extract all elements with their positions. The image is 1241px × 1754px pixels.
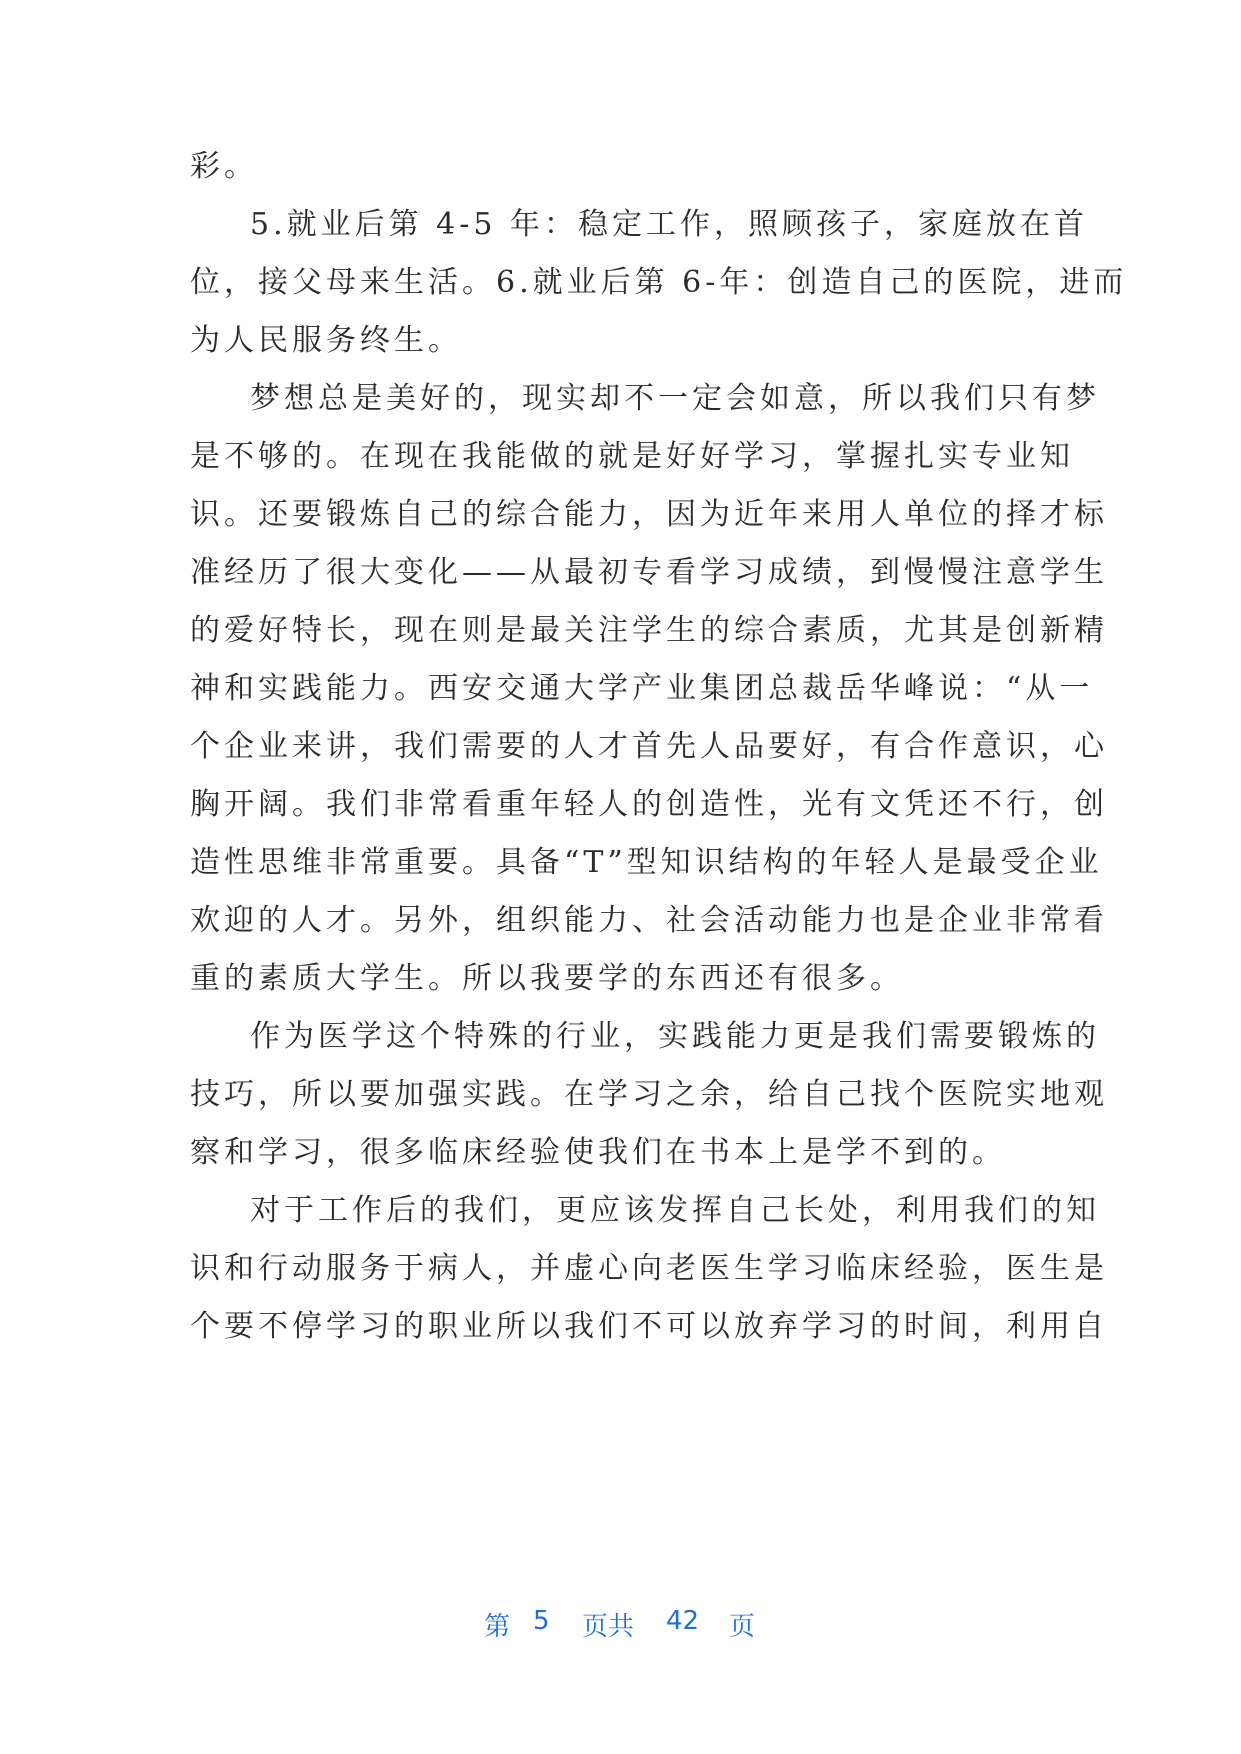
text-line: 位，接父母来生活。6.就业后第 6-年：创造自己的医院，进而 [190,265,1128,300]
page-footer [0,1606,1241,1646]
text-line: 个企业来讲，我们需要的人才首先人品要好，有合作意识，心 [190,729,1108,764]
text-line: 欢迎的人才。另外，组织能力、社会活动能力也是企业非常看 [190,903,1108,938]
text-line: 梦想总是美好的，现实却不一定会如意，所以我们只有梦 [250,381,1100,416]
footer-total-pages: 42 [666,1606,700,1636]
text-line: 技巧，所以要加强实践。在学习之余，给自己找个医院实地观 [190,1077,1108,1112]
text-line: 察和学习，很多临床经验使我们在书本上是学不到的。 [190,1135,1006,1170]
text-line: 彩。 [190,149,258,184]
text-line: 是不够的。在现在我能做的就是好好学习，掌握扎实专业知 [190,439,1074,474]
footer-page-suffix: 页 [729,1612,756,1642]
text-line: 准经历了很大变化——从最初专看学习成绩，到慢慢注意学生 [190,555,1108,590]
text-line: 作为医学这个特殊的行业，实践能力更是我们需要锻炼的 [250,1019,1100,1054]
text-line: 识和行动服务于病人，并虚心向老医生学习临床经验，医生是 [190,1251,1108,1286]
footer-page-number: 5 [533,1606,550,1636]
text-line: 胸开阔。我们非常看重年轻人的创造性，光有文凭还不行，创 [190,787,1108,822]
footer-page-label: 第 [484,1612,511,1642]
text-line: 5.就业后第 4-5 年：稳定工作，照顾孩子，家庭放在首 [250,207,1089,242]
footer-total-label: 页共 [582,1612,635,1642]
text-line: 识。还要锻炼自己的综合能力，因为近年来用人单位的择才标 [190,497,1108,532]
text-line: 造性思维非常重要。具备“T”型知识结构的年轻人是最受企业 [190,845,1103,880]
text-line: 神和实践能力。西安交通大学产业集团总裁岳华峰说：“从一 [190,671,1094,706]
text-line: 对于工作后的我们，更应该发挥自己长处，利用我们的知 [250,1193,1100,1228]
text-line: 为人民服务终生。 [190,323,462,358]
text-line: 重的素质大学生。所以我要学的东西还有很多。 [190,961,904,996]
text-line: 个要不停学习的职业所以我们不可以放弃学习的时间，利用自 [190,1309,1108,1344]
text-line: 的爱好特长，现在则是最关注学生的综合素质，尤其是创新精 [190,613,1108,648]
